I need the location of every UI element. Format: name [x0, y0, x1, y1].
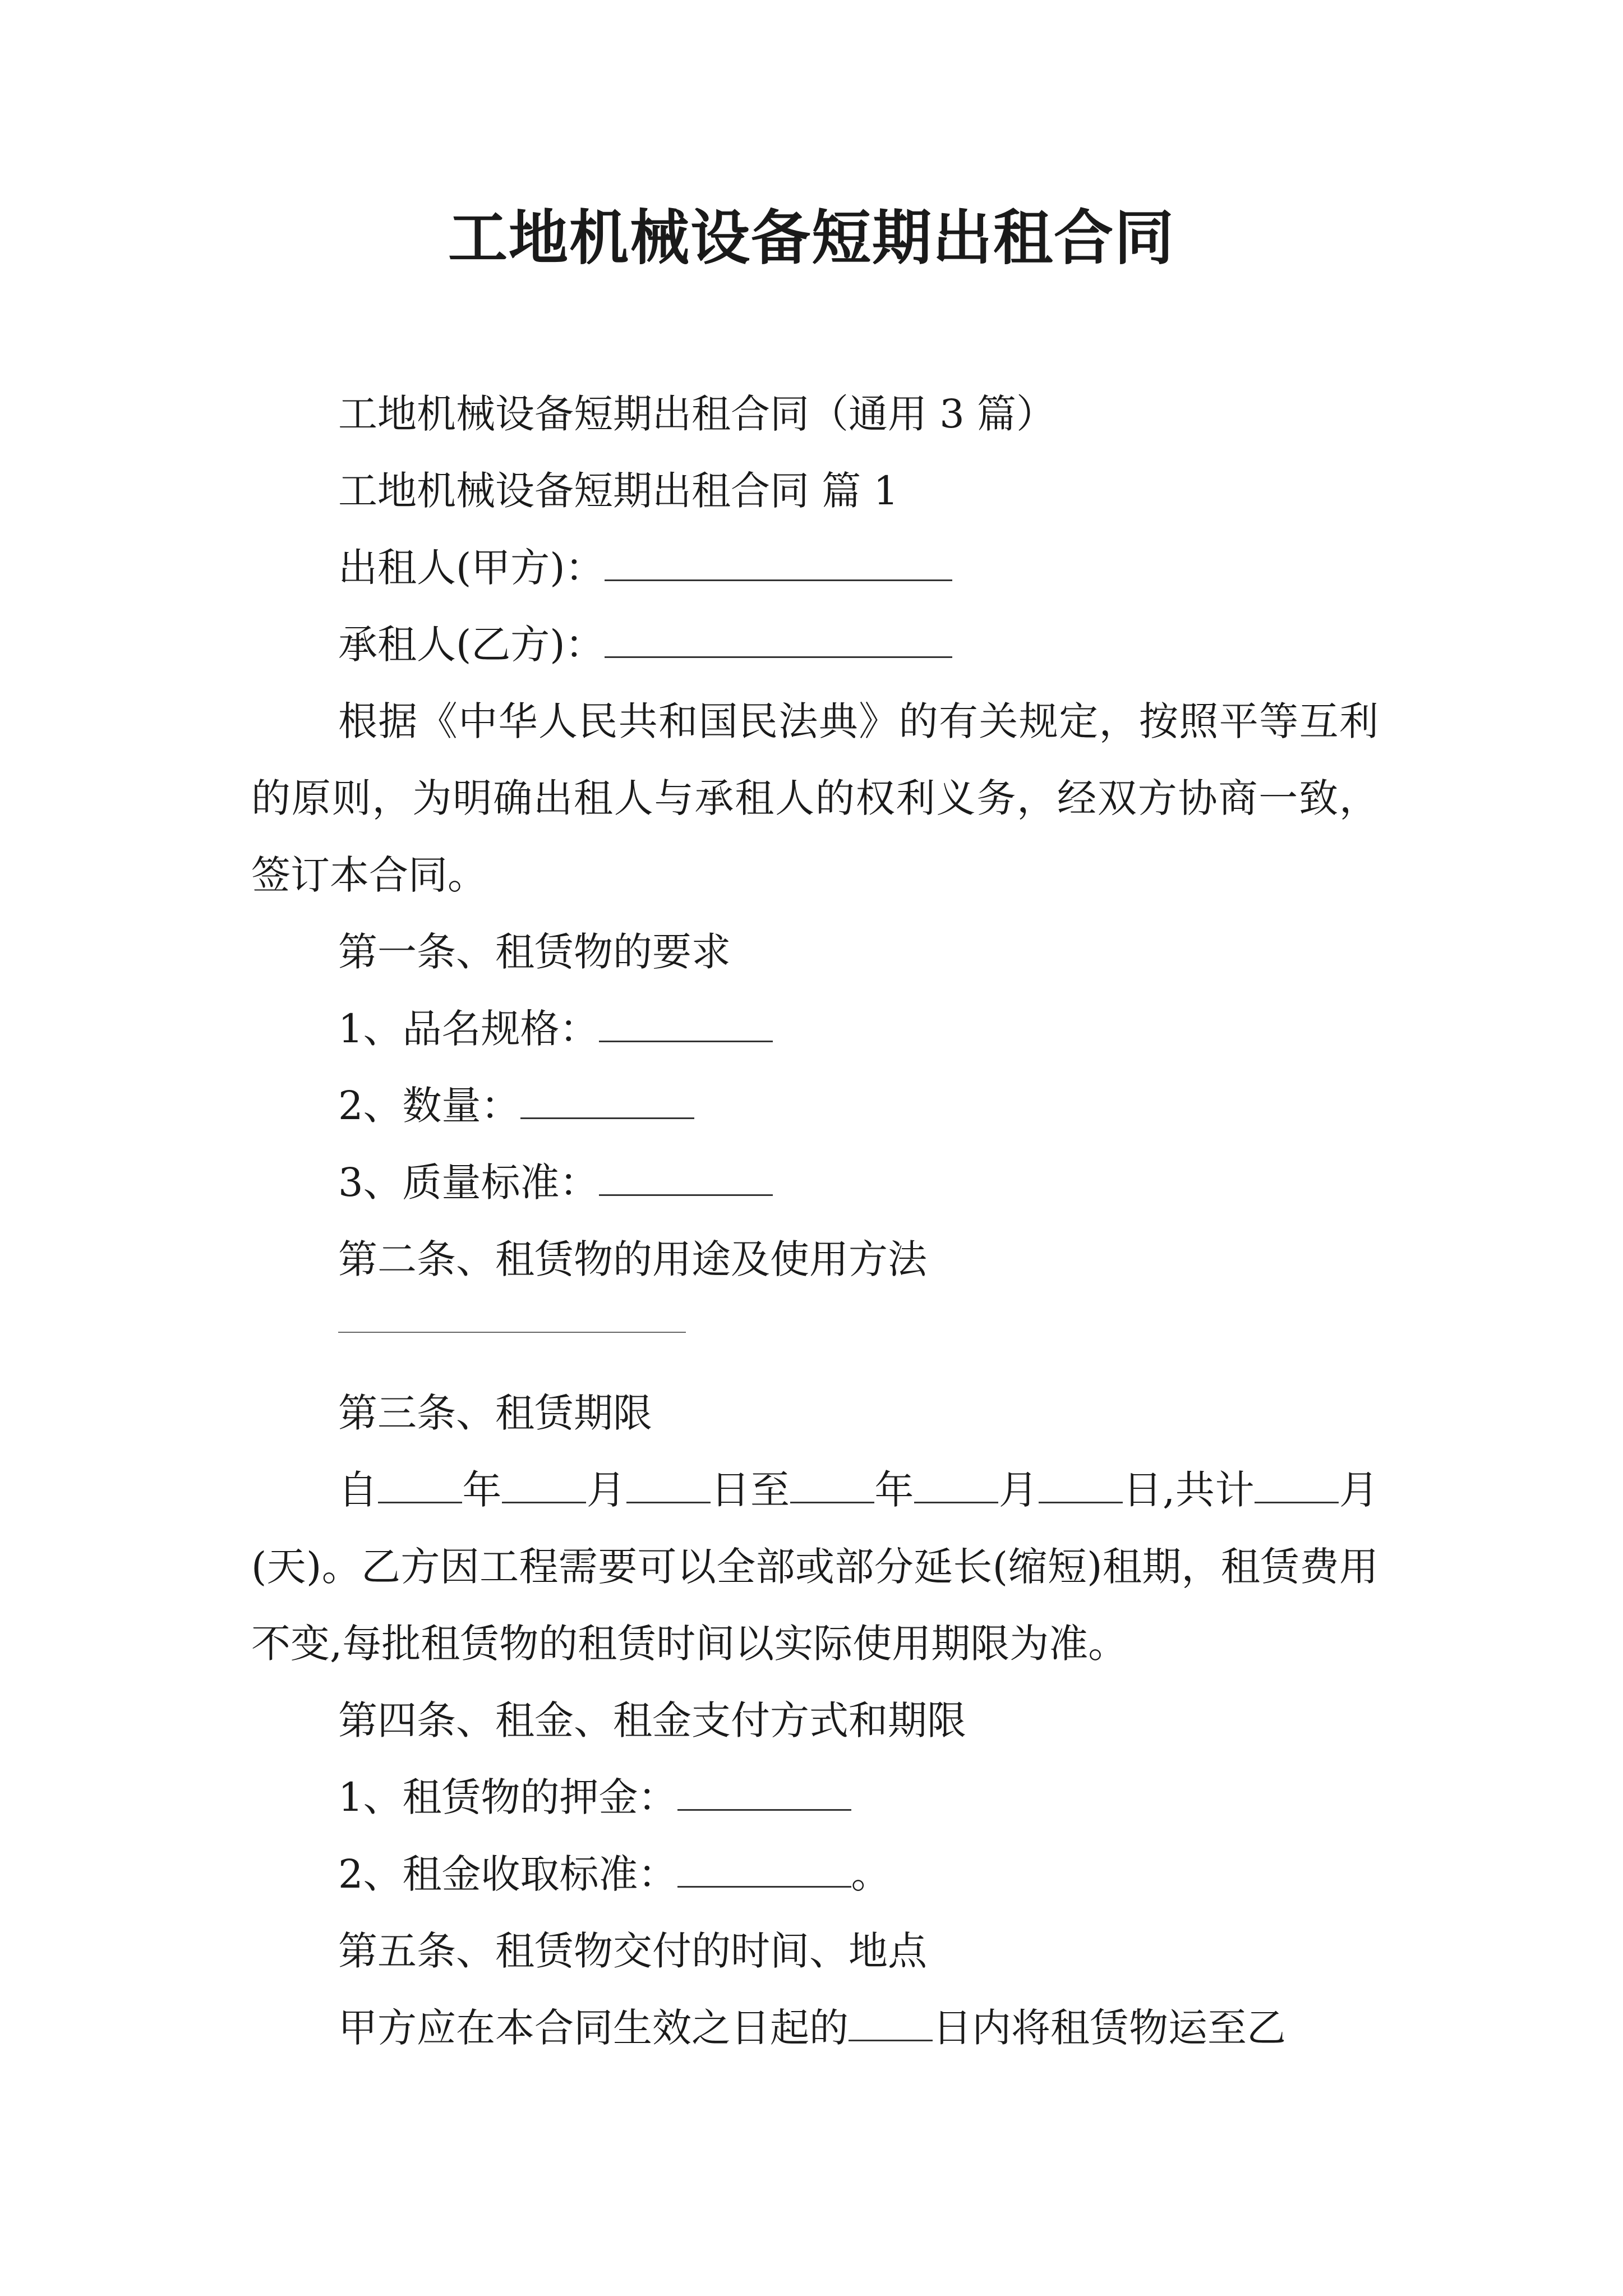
article3-t6: 月 — [998, 1467, 1039, 1513]
article4-item1-blank — [677, 1772, 851, 1811]
blank-end-day — [1039, 1465, 1123, 1504]
document-body — [251, 376, 1378, 2067]
article1-item1 — [251, 991, 1378, 1068]
article1-item2-blank — [520, 1080, 694, 1120]
article3-t5: 年 — [874, 1467, 915, 1513]
article1-item2-label: 2、数量： — [338, 1083, 520, 1129]
article4-item1-label: 1、租赁物的押金： — [338, 1774, 677, 1820]
article5-heading: 第五条、租赁物交付的时间、地点 — [338, 1928, 927, 1974]
article1-item2 — [251, 1068, 1378, 1144]
article2-heading: 第二条、租赁物的用途及使用方法 — [338, 1236, 927, 1282]
article3-t1: 自 — [338, 1467, 378, 1513]
article3-t4: 日至 — [710, 1467, 790, 1513]
article4-item2-label: 2、租金收取标准： — [338, 1851, 677, 1897]
blank-end-year — [790, 1465, 874, 1504]
blank-start-day — [626, 1465, 711, 1504]
party-a-label: 出租人(甲方)： — [338, 545, 605, 591]
article1-item1-blank — [599, 1004, 773, 1043]
article5-p2: 日内将租赁物运至乙 — [933, 2005, 1286, 2051]
article4-item1 — [251, 1759, 1378, 1836]
article1-item1-label: 1、品名规格： — [338, 1006, 599, 1052]
article3-t7: 日,共计 — [1122, 1467, 1255, 1513]
article1-heading: 第一条、租赁物的要求 — [338, 929, 731, 975]
party-a-line — [251, 530, 1378, 606]
blank-delivery-days — [849, 2003, 933, 2042]
blank-start-year — [378, 1465, 462, 1504]
article5-p1: 甲方应在本合同生效之日起的 — [338, 2005, 849, 2051]
article3-paragraph — [251, 1452, 1378, 1682]
blank-start-month — [502, 1465, 586, 1504]
article1-item3-label: 3、质量标准： — [338, 1159, 599, 1205]
party-a-blank — [605, 542, 952, 582]
article3-heading: 第三条、租赁期限 — [338, 1390, 652, 1436]
document-subtitle: 工地机械设备短期出租合同（通用 3 篇） — [338, 391, 1056, 437]
article3-t2: 年 — [462, 1467, 502, 1513]
party-b-line — [251, 606, 1378, 683]
article5-paragraph — [251, 1990, 1378, 2067]
article2-blank-line — [251, 1298, 1378, 1375]
blank-total — [1255, 1465, 1339, 1504]
article4-item2-blank — [677, 1849, 851, 1888]
party-b-blank — [605, 619, 952, 659]
party-b-label: 承租人(乙方)： — [338, 622, 605, 668]
document-title: 工地机械设备短期出租合同 — [448, 204, 1175, 273]
article4-item2 — [251, 1836, 1378, 1913]
article4-heading: 第四条、租金、租金支付方式和期限 — [338, 1697, 966, 1743]
article3-t3: 月 — [586, 1467, 626, 1513]
article3-t8: 月(天)。乙方因工程需要可以全部或部分延长(缩短)租期，租赁费用不变,每批租赁物的租赁时间以实际使用期限为准。 — [251, 1467, 1379, 1667]
preamble-paragraph: 根据《中华人民共和国民法典》的有关规定，按照平等互利的原则，为明确出租人与承租人的权利义务，经双方协商一致，签订本合同。 — [251, 698, 1378, 898]
blank-end-month — [914, 1465, 998, 1504]
article1-item3 — [251, 1144, 1378, 1221]
part-heading: 工地机械设备短期出租合同 篇 1 — [338, 468, 899, 514]
article1-item3-blank — [599, 1157, 773, 1197]
article4-item2-end: 。 — [851, 1851, 891, 1897]
article2-rule — [338, 1332, 686, 1333]
